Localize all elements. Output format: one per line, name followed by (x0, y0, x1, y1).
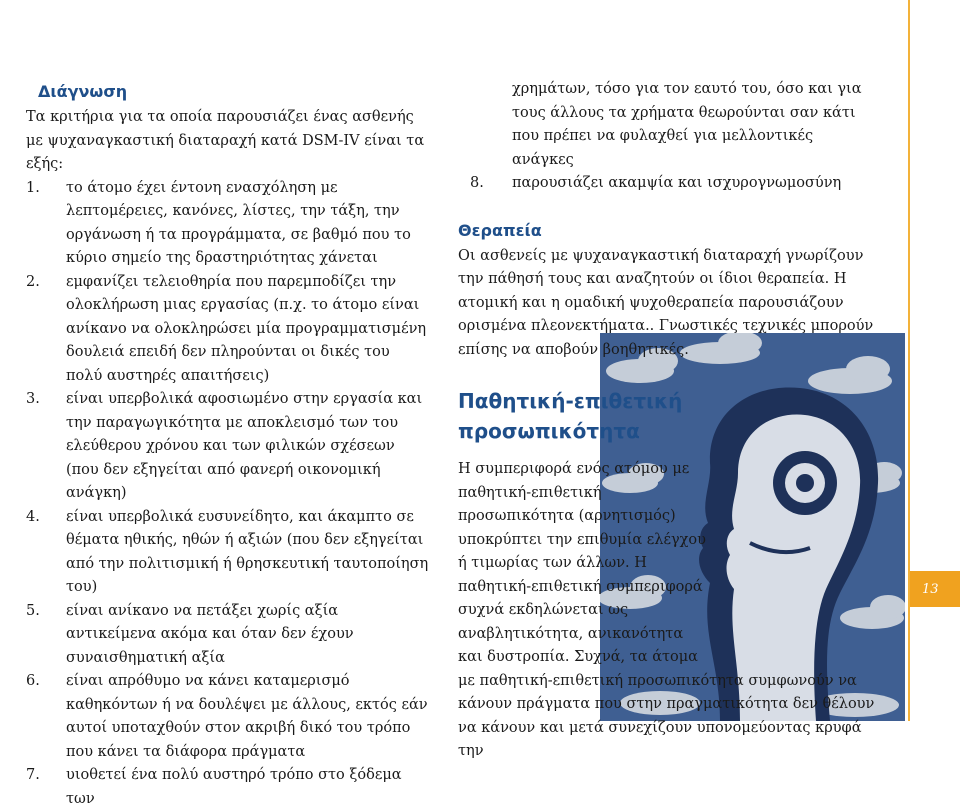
criteria-item: 6. είναι απρόθυμο να κάνει καταμερισμό καθηκόντων ή να δουλέψει με άλλους, εκτός εάν αυτοί υποταχθούν στον ακριβή δικό του τρόπο που κάνει τα διάφορα πράγματα (26, 670, 430, 764)
criteria-list (26, 177, 430, 811)
margin-rule (908, 0, 910, 721)
passive-aggressive-heading: Παθητική-επιθετική προσωπικότητα (458, 386, 718, 446)
diagnosis-intro: Τα κριτήρια για τα οποία παρουσιάζει ένας ασθενής με ψυχαναγκαστική διαταραχή κατά DSM-IV είναι τα εξής: (26, 106, 430, 177)
therapy-heading: Θεραπεία (458, 219, 878, 243)
right-column (458, 78, 878, 764)
criteria-item: 2. εμφανίζει τελειοθηρία που παρεμποδίζει την ολοκλήρωση μιας εργασίας (π.χ. το άτομο είναι ανίκανο να ολοκληρώσει μία προγραμματισμένη δουλειά επειδή δεν πληρούνται οι δικές του πολύ αυστηρές απαιτήσεις) (26, 271, 430, 389)
diagnosis-heading: Διάγνωση (38, 80, 430, 104)
therapy-text: Οι ασθενείς με ψυχαναγκαστική διαταραχή γνωρίζουν την πάθησή τους και αναζητούν οι ίδιοι θεραπεία. Η ατομική και η ομαδική ψυχοθεραπεία παρουσιάζουν ορισμένα πλεονεκτήματα.. Γνωστικές τεχνικές μπορούν επίσης να αποβούν βοηθητικές. (458, 245, 878, 363)
criteria-continuation: χρημάτων, τόσο για τον εαυτό του, όσο και για τους άλλους τα χρήματα θεωρούνται σαν κάτι που πρέπει να φυλαχθεί για μελλοντικές ανάγκες (458, 78, 878, 172)
criteria-item: 8. παρουσιάζει ακαμψία και ισχυρογνωμοσύνη (458, 172, 878, 196)
passive-aggressive-text: Η συμπεριφορά ενός ατόμου με παθητική-επιθετική προσωπικότητα (αρνητισμός) υποκρύπτει την επιθυμία ελέγχου ή τιμωρίας των άλλων. Η παθητική-επιθετική συμπεριφορά συχνά εκδηλώνεται ως αναβλητικότητα, ανικανότητα και δυστροπία. Συχνά, τα άτομα (458, 458, 708, 670)
criteria-item: 3. είναι υπερβολικά αφοσιωμένο στην εργασία και την παραγωγικότητα με αποκλεισμό των του ελεύθερου χρόνου και των φιλικών σχέσεων (που δεν εξηγείται από φανερή οικονομική ανάγκη) (26, 388, 430, 506)
criteria-item: 7. υιοθετεί ένα πολύ αυστηρό τρόπο στο ξόδεμα των (26, 764, 430, 811)
criteria-item: 5. είναι ανίκανο να πετάξει χωρίς αξία αντικείμενα ακόμα και όταν δεν έχουν συναισθηματική αξία (26, 600, 430, 671)
page-number-tab (910, 571, 960, 607)
criteria-item: 1. το άτομο έχει έντονη ενασχόληση με λεπτομέρειες, κανόνες, λίστες, την τάξη, την οργάνωση ή τα προγράμματα, σε βαθμό που το κύριο σημείο της δραστηριότητας χάνεται (26, 177, 430, 271)
passive-aggressive-text-continued: με παθητική-επιθετική προσωπικότητα συμφωνούν να κάνουν πράγματα που στην πραγματικότητα δεν θέλουν να κάνουν και μετά συνεχίζουν υπονομεύοντας κρυφά την (458, 670, 878, 764)
page-number: 13 (922, 582, 939, 597)
diagnosis-column (26, 80, 430, 811)
criteria-item: 4. είναι υπερβολικά ευσυνείδητο, και άκαμπτο σε θέματα ηθικής, ηθών ή αξιών (που δεν εξηγείται από την πολιτισμική ή θρησκευτική ταυτοποίηση του) (26, 506, 430, 600)
